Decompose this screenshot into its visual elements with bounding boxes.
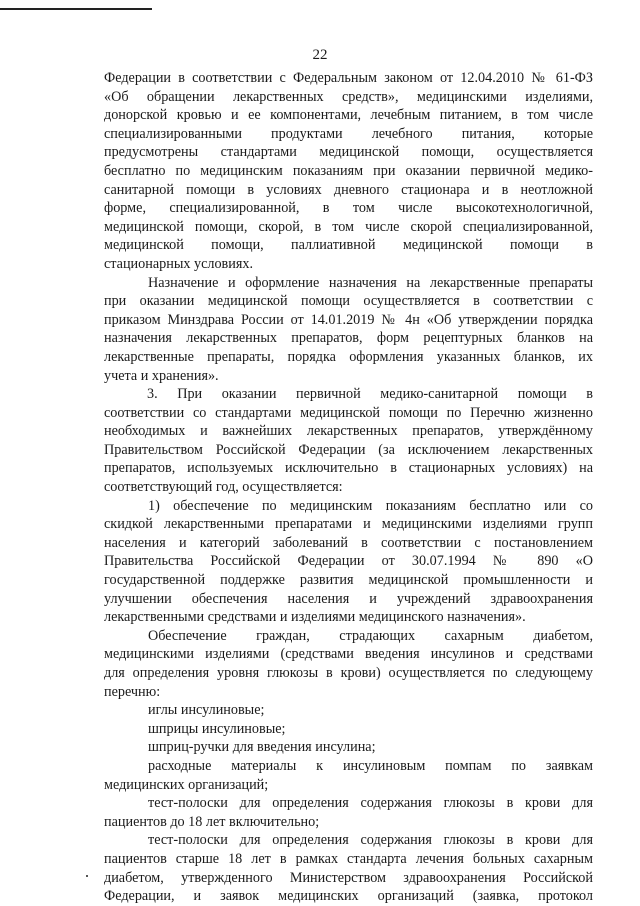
text-line: шприцы инсулиновые; [148,720,286,737]
text-line: назначения лекарственных препаратов, форм рецептурных бланков на [104,330,593,347]
text-line: тест-полоски для определения содержания глюкозы в крови для [148,832,593,849]
text-line: 3. При оказании первичной медико-санитарной помощи в [147,386,593,403]
text-line: расходные материалы к инсулиновым помпам по заявкам [148,757,593,774]
text-line: соответствующий год, осуществляется: [104,479,343,496]
text-line: населения и категорий заболеваний в соответствии с постановлением [104,534,593,551]
text-line: тест-полоски для определения содержания глюкозы в крови для [148,795,593,812]
text-line: медицинских организаций; [104,776,269,793]
text-line: Федерации, и заявок медицинских организаций (заявка, протокол [104,888,593,905]
text-line: при оказании медицинской помощи осуществляется в соответствии с [104,293,593,310]
text-line: Федерации в соответствии с Федеральным законом от 12.04.2010 № 61-ФЗ [104,70,593,86]
text-line: стационарных условиях. [104,255,254,272]
text-line: лекарственными средствами и изделиями медицинского назначения». [104,609,526,626]
header-rule [0,8,152,10]
text-line: улучшении обеспечения населения и учреждений здравоохранения [104,590,593,607]
text-line: бесплатно по медицинским показаниям при оказании первичной медико- [104,162,593,179]
text-line: для определения уровня глюкозы в крови) осуществляется по следующему [104,665,593,681]
text-line: форме, специализированной, в том числе высокотехнологичной, [104,200,593,217]
text-line: Обеспечение граждан, страдающих сахарным диабетом, [148,627,593,644]
text-line: санитарной помощи в условиях дневного стационара и в неотложной [104,181,593,198]
text-line: 1) обеспечение по медицинским показаниям бесплатно или со [148,497,593,514]
scan-speck [86,875,88,877]
text-line: медицинскими изделиями (средствами введения инсулинов и средствами [104,646,593,663]
text-line: «Об обращении лекарственных средств», медицинскими изделиями, [104,88,593,105]
text-line: Назначение и оформление назначения на лекарственные препараты [148,274,593,291]
text-line: медицинской помощи, паллиативной медицинской помощи в [104,237,593,254]
text-line: Правительства Российской Федерации от 30.07.1994 № 890 «О [104,553,593,570]
text-line: предусмотрены стандартами медицинской помощи, осуществляется [104,144,593,161]
text-line: скидкой лекарственными препаратами и медицинскими изделиями групп [104,516,593,533]
text-line: государственной поддержке развития медицинской промышленности и [104,572,593,589]
document-body [104,69,593,906]
text-line: лекарственные препараты, порядка оформления указанных бланков, их [104,348,593,365]
text-line: перечню: [104,683,161,700]
text-line: пациентов до 18 лет включительно; [104,813,320,830]
text-line: шприц-ручки для введения инсулина; [148,739,376,756]
text-line: диабетом, утвержденного Министерством здравоохранения Российской [104,869,593,886]
text-line: иглы инсулиновые; [148,702,265,719]
page-number: 22 [312,47,328,63]
text-line: Правительством Российской Федерации (за исключением лекарственных [104,441,593,458]
text-line: донорской кровью и ее компонентами, лечебным питанием, в том числе [104,107,593,124]
text-line: препаратов, используемых исключительно в стационарных условиях) на [104,460,593,477]
text-line: приказом Минздрава России от 14.01.2019 № 4н «Об утверждении порядка [104,311,593,328]
text-line: необходимых и важнейших лекарственных препаратов, утверждённому [104,423,593,440]
text-line: пациентов старше 18 лет в рамках стандарта лечения больных сахарным [104,850,593,867]
text-line: соответствии со стандартами медицинской помощи по Перечню жизненно [104,404,593,421]
text-line: специализированными продуктами лечебного питания, которые [104,125,593,142]
text-line: медицинской помощи, скорой, в том числе скорой специализированной, [104,218,593,235]
text-line: учета и хранения». [104,367,219,384]
